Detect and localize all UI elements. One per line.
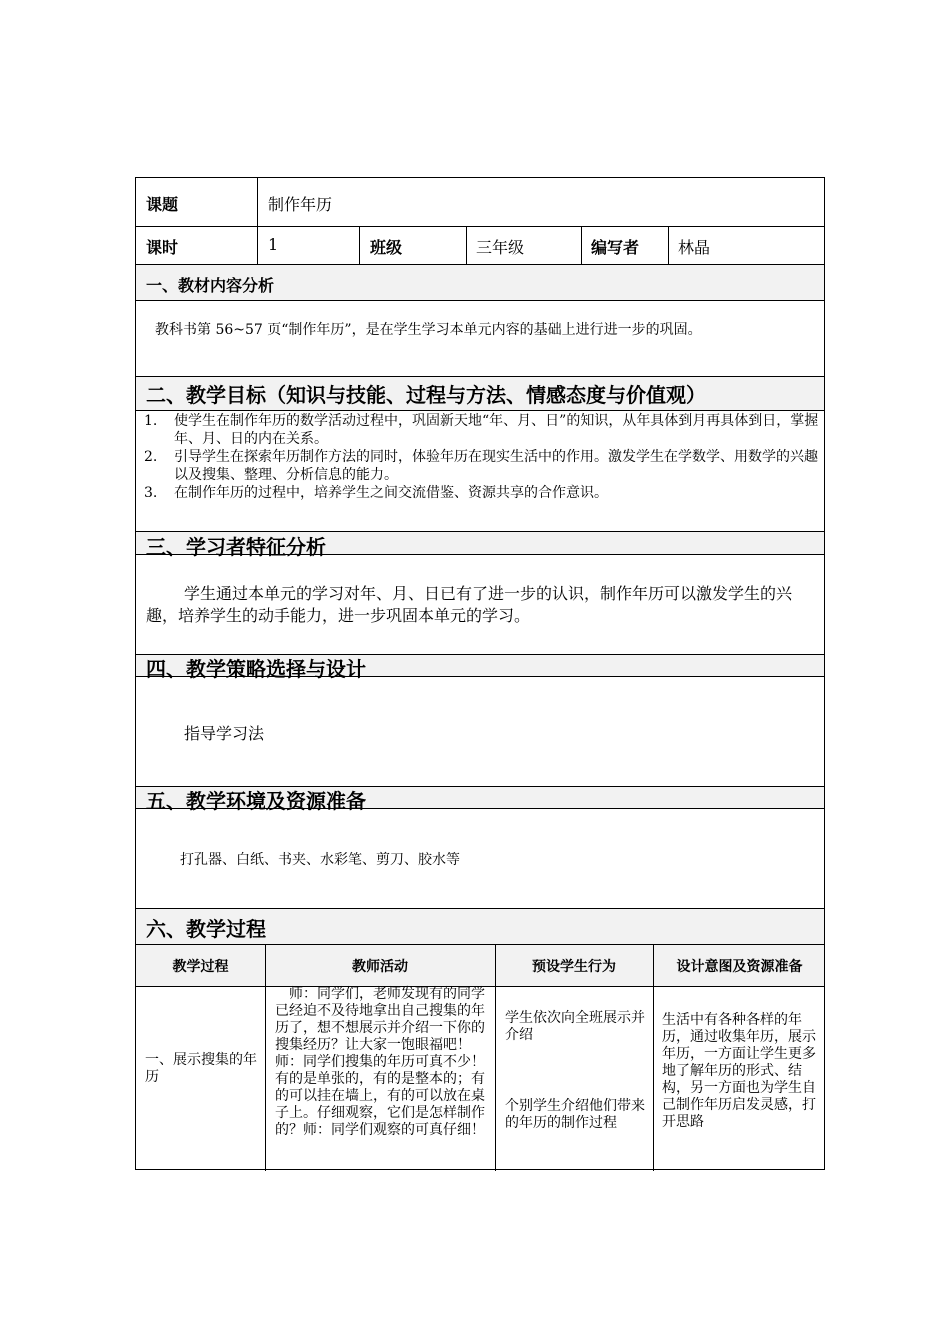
section6-title: 六、教学过程 bbox=[146, 917, 266, 941]
design-intent-cell: 生活中有各种各样的年历，通过收集年历，展示年历，一方面让学生更多地了解年历的形式、结构，另一方面也为学生自己制作年历启发灵感，打开思路 bbox=[662, 1012, 816, 1130]
objective-item: 2. 引导学生在探索年历制作方法的同时，体验年历在现实生活中的作用。激发学生在学数学、用数学的兴趣以及搜集、整理、分析信息的能力。 bbox=[144, 449, 818, 483]
class-value: 三年级 bbox=[476, 238, 525, 257]
column-header-student: 预设学生行为 bbox=[532, 959, 616, 975]
objective-item: 3. 在制作年历的过程中，培养学生之间交流借鉴、资源共享的合作意识。 bbox=[144, 485, 608, 501]
author-label: 编写者 bbox=[591, 238, 640, 257]
objectives-list bbox=[144, 412, 824, 502]
section4-title: 四、教学策略选择与设计 bbox=[146, 657, 366, 681]
student-behavior-2: 个别学生介绍他们带来的年历的制作过程 bbox=[505, 1098, 645, 1131]
section1-body: 教科书第 56~57 页“制作年历”，是在学生学习本单元内容的基础上进行进一步的巩固。 bbox=[155, 322, 702, 338]
section5-body: 打孔器、白纸、书夹、水彩笔、剪刀、胶水等 bbox=[180, 852, 460, 868]
class-label: 班级 bbox=[370, 238, 403, 257]
topic-value: 制作年历 bbox=[268, 195, 333, 214]
column-header-teacher: 教师活动 bbox=[352, 959, 408, 975]
section4-body: 指导学习法 bbox=[184, 724, 265, 743]
section5-title: 五、教学环境及资源准备 bbox=[146, 789, 366, 813]
process-stage-cell: 一、展示搜集的年历 bbox=[145, 1052, 257, 1085]
section2-title: 二、教学目标（知识与技能、过程与方法、情感态度与价值观） bbox=[146, 383, 706, 407]
objective-item: 1. 使学生在制作年历的数学活动过程中，巩固新天地“年、月、日”的知识，从年具体到月再具体到日，掌握年、月、日的内在关系。 bbox=[144, 413, 819, 447]
topic-label: 课题 bbox=[146, 195, 179, 214]
section1-title: 一、教材内容分析 bbox=[146, 276, 275, 295]
column-header-intent: 设计意图及资源准备 bbox=[676, 959, 803, 975]
teacher-activity-cell: 师：同学们，老师发现有的同学已经迫不及待地拿出自己搜集的年历了，想不想展示并介绍一下你的搜集经历？让大家一饱眼福吧！师：同学们搜集的年历可真不少！有的是单张的，有的是整本的；有的可以挂在墙上，有的可以放在桌子上。仔细观察，它们是怎样制作的？师：同学们观察的可真仔细！ bbox=[275, 986, 485, 1138]
period-value: 1 bbox=[268, 235, 279, 254]
column-header-stage: 教学过程 bbox=[172, 959, 229, 975]
period-label: 课时 bbox=[146, 238, 179, 257]
section3-body: 学生通过本单元的学习对年、月、日已有了进一步的认识，制作年历可以激发学生的兴趣，培养学生的动手能力，进一步巩固本单元的学习。 bbox=[146, 584, 793, 625]
section3-title: 三、学习者特征分析 bbox=[146, 535, 326, 559]
lesson-plan-table bbox=[135, 177, 825, 1170]
student-behavior-1: 学生依次向全班展示并介绍 bbox=[505, 1010, 645, 1043]
author-value: 林晶 bbox=[678, 238, 711, 257]
